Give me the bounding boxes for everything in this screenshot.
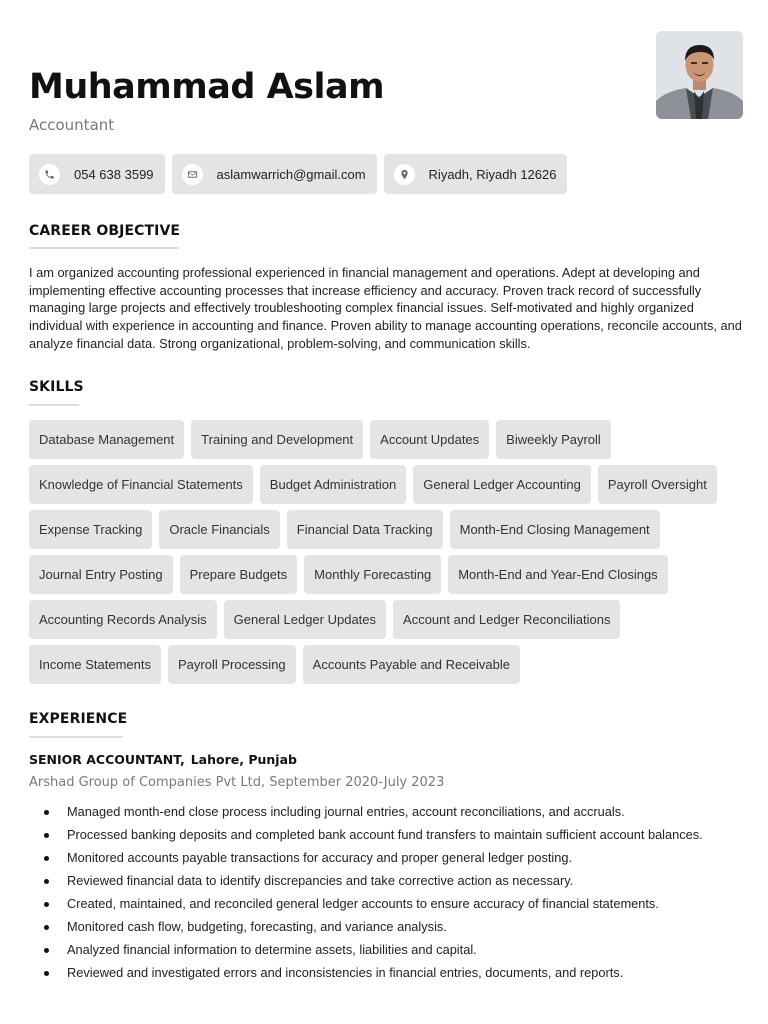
skill-tag: Accounting Records Analysis — [29, 600, 217, 639]
list-item: Created, maintained, and reconciled general ledger accounts to ensure accuracy of financial statements. — [29, 895, 749, 918]
list-item: Reviewed and investigated errors and inconsistencies in financial entries, documents, and reports. — [29, 964, 749, 987]
skill-tag: Payroll Processing — [168, 645, 296, 684]
skill-tag: Financial Data Tracking — [287, 510, 443, 549]
section-title-experience: EXPERIENCE — [29, 711, 128, 727]
skill-tag: Month-End and Year-End Closings — [448, 555, 667, 594]
contact-phone-value: 054 638 3599 — [74, 166, 154, 182]
resume-header — [29, 64, 384, 136]
profile-photo — [656, 31, 743, 119]
job-title — [29, 752, 297, 767]
list-item: Monitored accounts payable transactions for accuracy and proper general ledger posting. — [29, 849, 749, 872]
contact-email-value: aslamwarrich@gmail.com — [216, 166, 366, 182]
skill-tag: Journal Entry Posting — [29, 555, 173, 594]
skill-tag: Account Updates — [370, 420, 489, 459]
section-divider — [29, 404, 79, 406]
skill-tag: Database Management — [29, 420, 184, 459]
list-item: Reviewed financial data to identify discrepancies and take corrective action as necessary. — [29, 872, 749, 895]
list-item: Managed month-end close process including journal entries, account reconciliations, and accruals. — [29, 803, 749, 826]
skill-tag: Payroll Oversight — [598, 465, 717, 504]
skill-tag: Training and Development — [191, 420, 363, 459]
skill-tag: Month-End Closing Management — [450, 510, 660, 549]
list-item: Monitored cash flow, budgeting, forecasting, and variance analysis. — [29, 918, 749, 941]
contact-bar — [29, 154, 567, 194]
section-divider — [29, 247, 179, 249]
candidate-name: Muhammad Aslam — [29, 67, 385, 107]
skills-list — [29, 420, 749, 690]
phone-icon — [39, 164, 60, 185]
skill-tag: Budget Administration — [260, 465, 406, 504]
contact-location-value: Riyadh, Riyadh 12626 — [428, 166, 557, 182]
skill-tag: Expense Tracking — [29, 510, 152, 549]
list-item: Processed banking deposits and completed bank account fund transfers to maintain sufficient account balances. — [29, 826, 749, 849]
location-pin-icon — [394, 164, 415, 185]
section-title-career-objective: CAREER OBJECTIVE — [29, 223, 181, 239]
mail-icon — [182, 164, 203, 185]
job-company-dates: Arshad Group of Companies Pvt Ltd, September 2020-July 2023 — [29, 775, 445, 790]
job-location: Lahore, Punjab — [190, 752, 297, 767]
skill-tag: Knowledge of Financial Statements — [29, 465, 253, 504]
section-divider — [29, 736, 123, 738]
skill-tag: Monthly Forecasting — [304, 555, 441, 594]
skill-tag: Prepare Budgets — [180, 555, 298, 594]
contact-location[interactable] — [384, 154, 568, 194]
section-title-skills: SKILLS — [29, 379, 84, 395]
career-objective-text: I am organized accounting professional experienced in financial management and operations. Adept at developing and implementing effective accounting processes that increase efficiency and accuracy. Proven track record of successfully managing large projects and effectively troubleshooting complex financial issues. Self-motivated and highly organized individual with experience in accounting and finance. Proven ability to manage accounting operations, reconcile accounts, and analyze financial data. Strong organizational, problem-solving, and communication skills. — [29, 265, 742, 351]
skill-tag: Oracle Financials — [159, 510, 279, 549]
skill-tag: Accounts Payable and Receivable — [303, 645, 520, 684]
contact-email[interactable] — [172, 154, 377, 194]
contact-phone[interactable] — [29, 154, 165, 194]
skill-tag: Biweekly Payroll — [496, 420, 611, 459]
list-item: Analyzed financial information to determine assets, liabilities and capital. — [29, 941, 749, 964]
job-responsibilities — [29, 803, 749, 987]
skill-tag: General Ledger Updates — [224, 600, 386, 639]
skill-tag: Account and Ledger Reconciliations — [393, 600, 620, 639]
skill-tag: General Ledger Accounting — [413, 465, 591, 504]
skill-tag: Income Statements — [29, 645, 161, 684]
candidate-role: Accountant — [29, 116, 115, 134]
job-position: SENIOR ACCOUNTANT, — [29, 752, 185, 767]
